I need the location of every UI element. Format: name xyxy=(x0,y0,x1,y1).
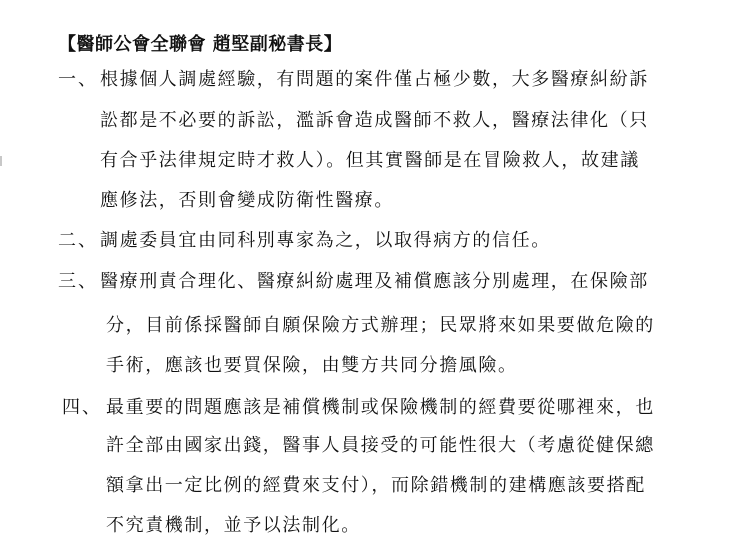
item-1-line-3: 有合乎法律規定時才救人）。但其實醫師是在冒險救人，故建議 xyxy=(100,150,640,171)
item-3-line-1: 醫療刑責合理化、醫療糾紛處理及補償應該分別處理，在保險部 xyxy=(100,271,649,292)
item-3-number: 三、 xyxy=(58,271,98,292)
item-1-line-4: 應修法，否則會變成防衛性醫療。 xyxy=(100,190,394,211)
item-4-line-4: 不究責機制，並予以法制化。 xyxy=(106,515,361,536)
item-1-line-2: 訟都是不必要的訴訟，濫訴會造成醫師不救人，醫療法律化（只 xyxy=(100,110,649,131)
item-4-line-2: 許全部由國家出錢，醫事人員接受的可能性很大（考慮從健保總 xyxy=(106,435,655,456)
item-4-line-1: 最重要的問題應該是補償機制或保險機制的經費要從哪裡來，也 xyxy=(106,397,655,418)
item-2-line-1: 調處委員宜由同科別專家為之，以取得病方的信任。 xyxy=(100,230,551,251)
document-heading: 【醫師公會全聯會 趙堅副秘書長】 xyxy=(58,34,343,55)
item-1-number: 一、 xyxy=(58,69,98,90)
item-3-line-3: 手術，應該也要買保險，由雙方共同分擔風險。 xyxy=(106,355,518,376)
item-4-number: 四、 xyxy=(62,397,102,418)
item-1-line-1: 根據個人調處經驗，有問題的案件僅占極少數，大多醫療糾紛訴 xyxy=(100,69,649,90)
page-edge-mark xyxy=(0,156,2,166)
item-4-line-3: 額拿出一定比例的經費來支付），而除錯機制的建構應該要搭配 xyxy=(106,475,646,496)
item-3-line-2: 分，目前係採醫師自願保險方式辦理；民眾將來如果要做危險的 xyxy=(106,315,655,336)
item-2-number: 二、 xyxy=(58,230,98,251)
